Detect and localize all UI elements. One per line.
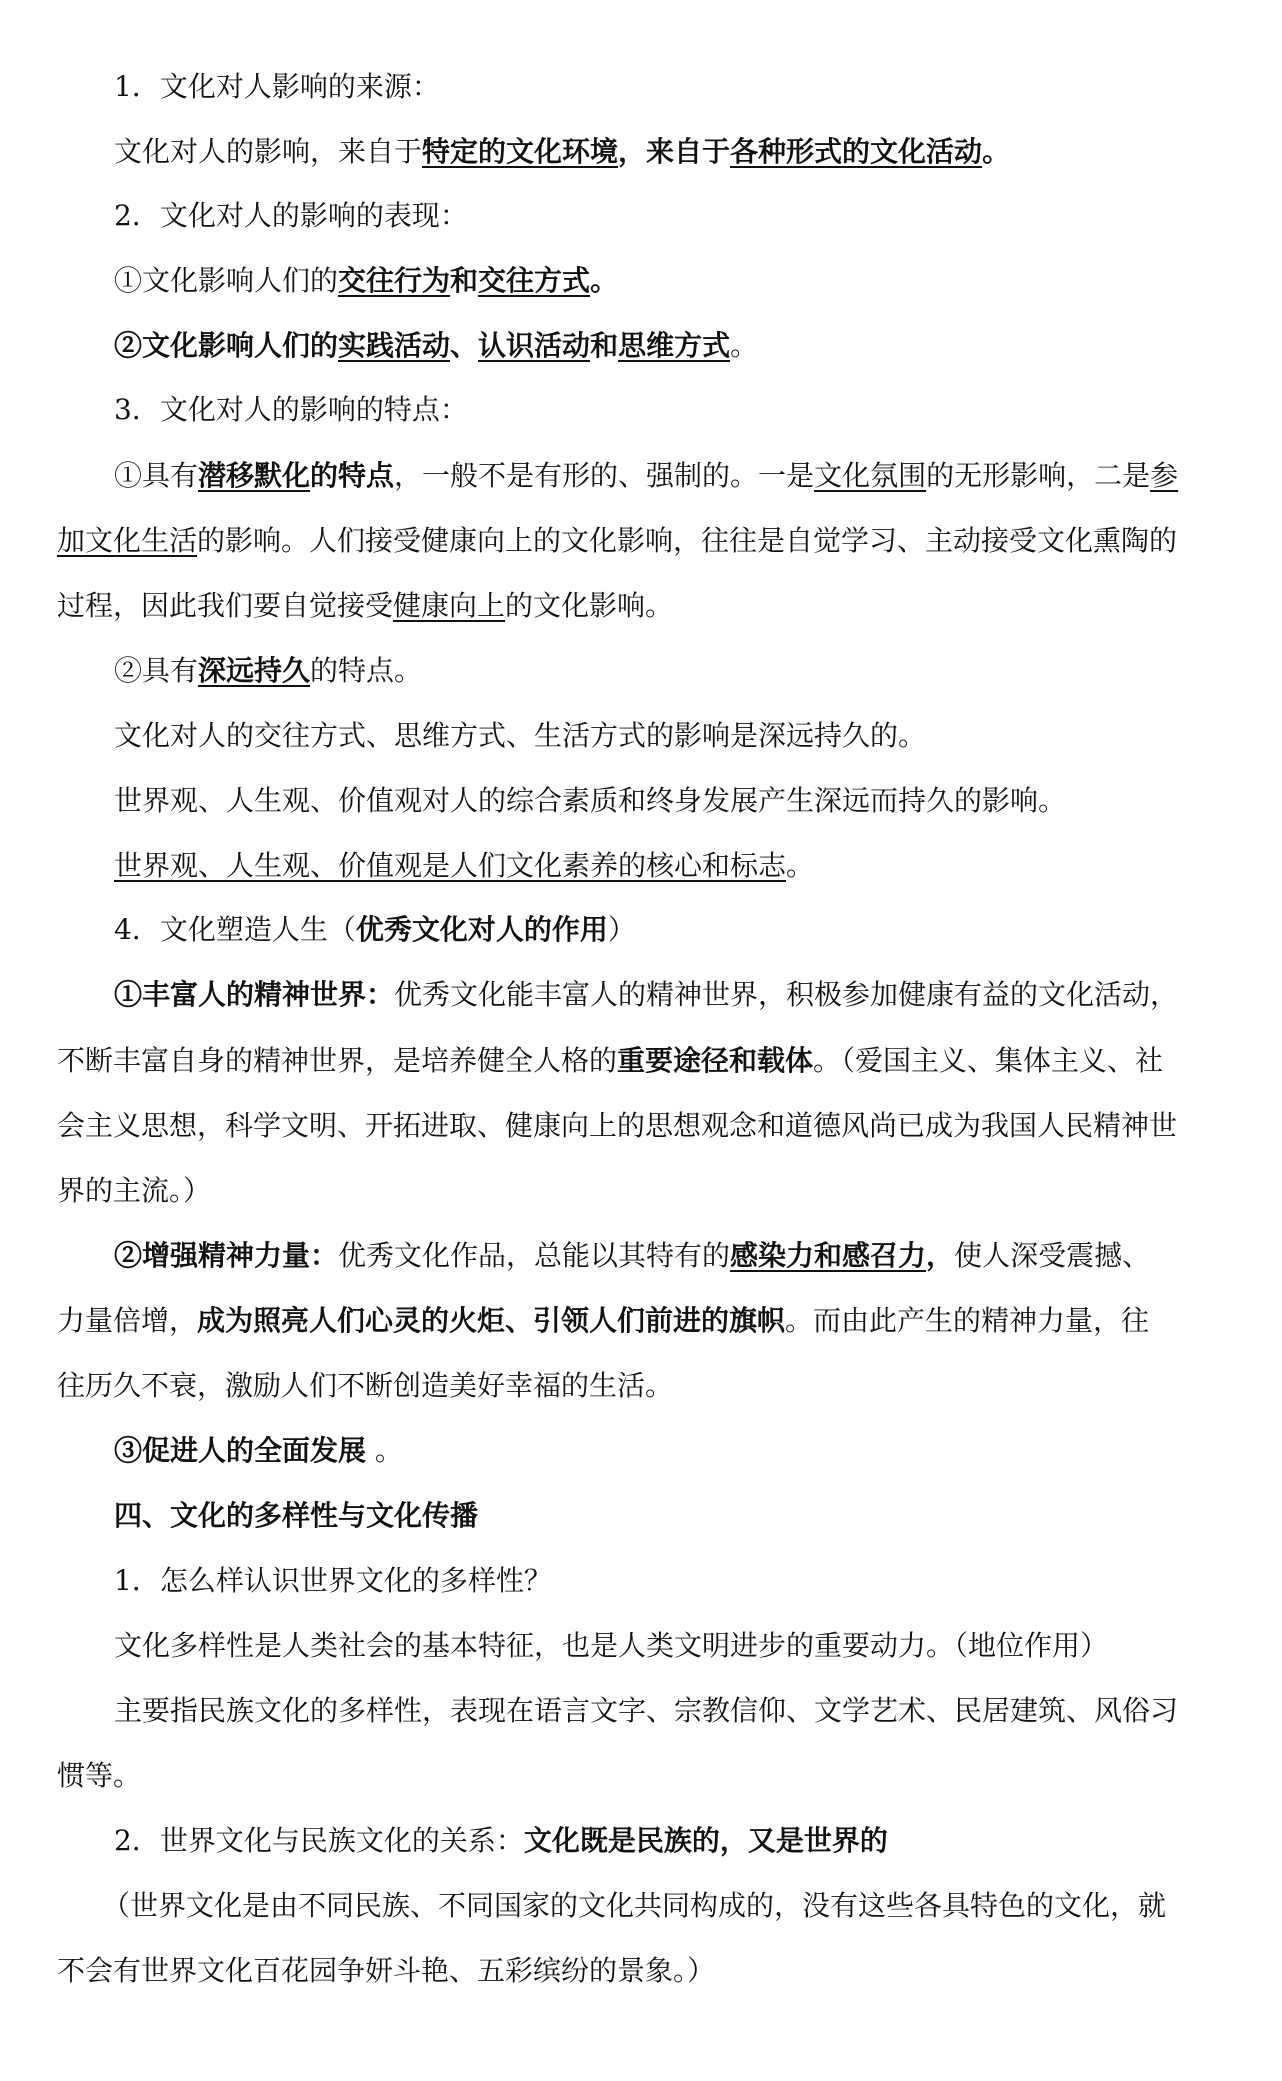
text-run: 。（爱国主义、集体主义、社	[813, 1044, 1164, 1077]
text-run: 文化对人的交往方式、思维方式、生活方式的影响是深远持久的。	[114, 719, 927, 752]
text-line	[114, 326, 1282, 366]
text-line	[114, 975, 1282, 1015]
text-run: 感染力和感召力	[730, 1239, 927, 1272]
text-run: 、	[450, 329, 479, 362]
text-run: 界的主流。）	[57, 1174, 212, 1207]
text-line	[114, 390, 1282, 430]
section-heading	[114, 1496, 1282, 1536]
text-run: ②具有	[114, 654, 199, 687]
text-line	[114, 261, 1282, 301]
text-run: 文化对人的影响，来自于	[114, 135, 423, 168]
text-run: 1．怎么样认识世界文化的多样性？	[114, 1564, 552, 1597]
text-run: 世界观、人生观、价值观对人的综合素质和终身发展产生深远而持久的影响。	[114, 784, 1067, 817]
text-run: ①文化影响人们的	[114, 264, 339, 297]
text-line	[114, 1821, 1282, 1861]
text-run: 成为照亮人们心灵的火炬、引领人们前进的旗帜	[197, 1304, 786, 1337]
text-run: 和	[450, 264, 479, 297]
text-run: 2．文化对人的影响的表现：	[114, 199, 468, 232]
text-line	[114, 132, 1282, 172]
text-run: 的特点。	[310, 654, 423, 687]
text-run: 。	[982, 135, 1011, 168]
text-run: 过程，因此我们要自觉接受	[57, 589, 394, 622]
text-line	[114, 1236, 1282, 1276]
text-run: 。	[366, 1434, 403, 1467]
text-line	[114, 456, 1282, 496]
text-line	[57, 1366, 1227, 1406]
text-line	[114, 67, 1282, 107]
text-run: 特定的文化环境	[422, 135, 619, 168]
text-line	[102, 1886, 1272, 1926]
text-line	[114, 1561, 1282, 1601]
text-run: 文化既是民族的，又是世界的	[523, 1824, 888, 1857]
text-line	[114, 1691, 1282, 1731]
text-line	[57, 1041, 1227, 1081]
text-run: 惯等。	[57, 1759, 142, 1792]
text-run: ①丰富人的精神世界：	[114, 978, 395, 1011]
text-run: 主要指民族文化的多样性，表现在语言文字、宗教信仰、文学艺术、民居建筑、风俗习	[114, 1694, 1179, 1727]
text-line	[57, 1756, 1227, 1796]
text-run: ，	[926, 1239, 955, 1272]
text-run: 和	[590, 329, 619, 362]
text-line	[114, 781, 1282, 821]
text-run: 。而由此产生的精神力量，往	[785, 1304, 1150, 1337]
text-run: 的特点	[310, 459, 395, 492]
text-run: 的影响。人们接受健康向上的文化影响，往往是自觉学习、主动接受文化熏陶的	[197, 524, 1178, 557]
text-run: ③促进人的全面发展	[114, 1434, 367, 1467]
text-run: 优秀文化能丰富人的精神世界，积极参加健康有益的文化活动，	[394, 978, 1179, 1011]
text-line	[114, 910, 1282, 950]
text-run: ，来自于	[618, 135, 731, 168]
text-run: 。	[590, 264, 619, 297]
text-run: ）	[607, 913, 636, 946]
text-run: 加文化生活	[57, 524, 198, 557]
text-run: 文化多样性是人类社会的基本特征，也是人类文明进步的重要动力。（地位作用）	[114, 1629, 1109, 1662]
text-run: 认识活动	[478, 329, 591, 362]
text-run: 交往方式	[478, 264, 591, 297]
text-run: 文化氛围	[814, 459, 927, 492]
text-run: 优秀文化作品，总能以其特有的	[338, 1239, 731, 1272]
text-run: 交往行为	[338, 264, 451, 297]
text-run: 的文化影响。	[505, 589, 674, 622]
text-run: 2．世界文化与民族文化的关系：	[114, 1824, 524, 1857]
text-line	[57, 1171, 1227, 1211]
text-run: ①具有	[114, 459, 199, 492]
text-line	[57, 1951, 1227, 1991]
text-run: 3．文化对人的影响的特点：	[114, 393, 468, 426]
text-run: 。	[730, 329, 759, 362]
text-run: 潜移默化	[198, 459, 311, 492]
text-run: 使人深受震撼、	[954, 1239, 1151, 1272]
text-line	[114, 716, 1282, 756]
text-line	[114, 846, 1282, 886]
text-run: 参	[1150, 459, 1179, 492]
text-line	[114, 1626, 1282, 1666]
text-run: 力量倍增，	[57, 1304, 198, 1337]
text-run: 世界观、人生观、价值观是人们文化素养的核心和标志	[114, 849, 787, 882]
text-run: 深远持久	[198, 654, 311, 687]
text-run: 重要途径和载体	[617, 1044, 814, 1077]
text-run: 往历久不衰，激励人们不断创造美好幸福的生活。	[57, 1369, 674, 1402]
text-run: 1．文化对人影响的来源：	[114, 70, 440, 103]
text-line	[57, 1301, 1227, 1341]
text-run: 会主义思想，科学文明、开拓进取、健康向上的思想观念和道德风尚已成为我国人民精神世	[57, 1109, 1178, 1142]
text-run: 不会有世界文化百花园争妍斗艳、五彩缤纷的景象。）	[57, 1954, 716, 1987]
text-line	[114, 651, 1282, 691]
text-run: 思维方式	[618, 329, 731, 362]
text-run: （世界文化是由不同民族、不同国家的文化共同构成的，没有这些各具特色的文化，就	[102, 1889, 1167, 1922]
text-line	[114, 1431, 1282, 1471]
text-run: ，一般不是有形的、强制的。一是	[394, 459, 815, 492]
text-run: 。	[786, 849, 815, 882]
text-run: 健康向上	[393, 589, 506, 622]
text-run: 4．文化塑造人生（	[114, 913, 356, 946]
text-run: ②增强精神力量：	[114, 1239, 339, 1272]
text-run: 不断丰富自身的精神世界，是培养健全人格的	[57, 1044, 618, 1077]
text-run: ②文化影响人们的	[114, 329, 339, 362]
text-line	[57, 521, 1227, 561]
text-run: 实践活动	[338, 329, 451, 362]
text-run: 的无形影响，二是	[926, 459, 1151, 492]
text-line	[114, 196, 1282, 236]
text-run: 各种形式的文化活动	[730, 135, 983, 168]
text-line	[57, 1106, 1227, 1146]
text-line	[57, 586, 1227, 626]
text-run: 优秀文化对人的作用	[355, 913, 608, 946]
text-run: 四、文化的多样性与文化传播	[114, 1499, 479, 1532]
